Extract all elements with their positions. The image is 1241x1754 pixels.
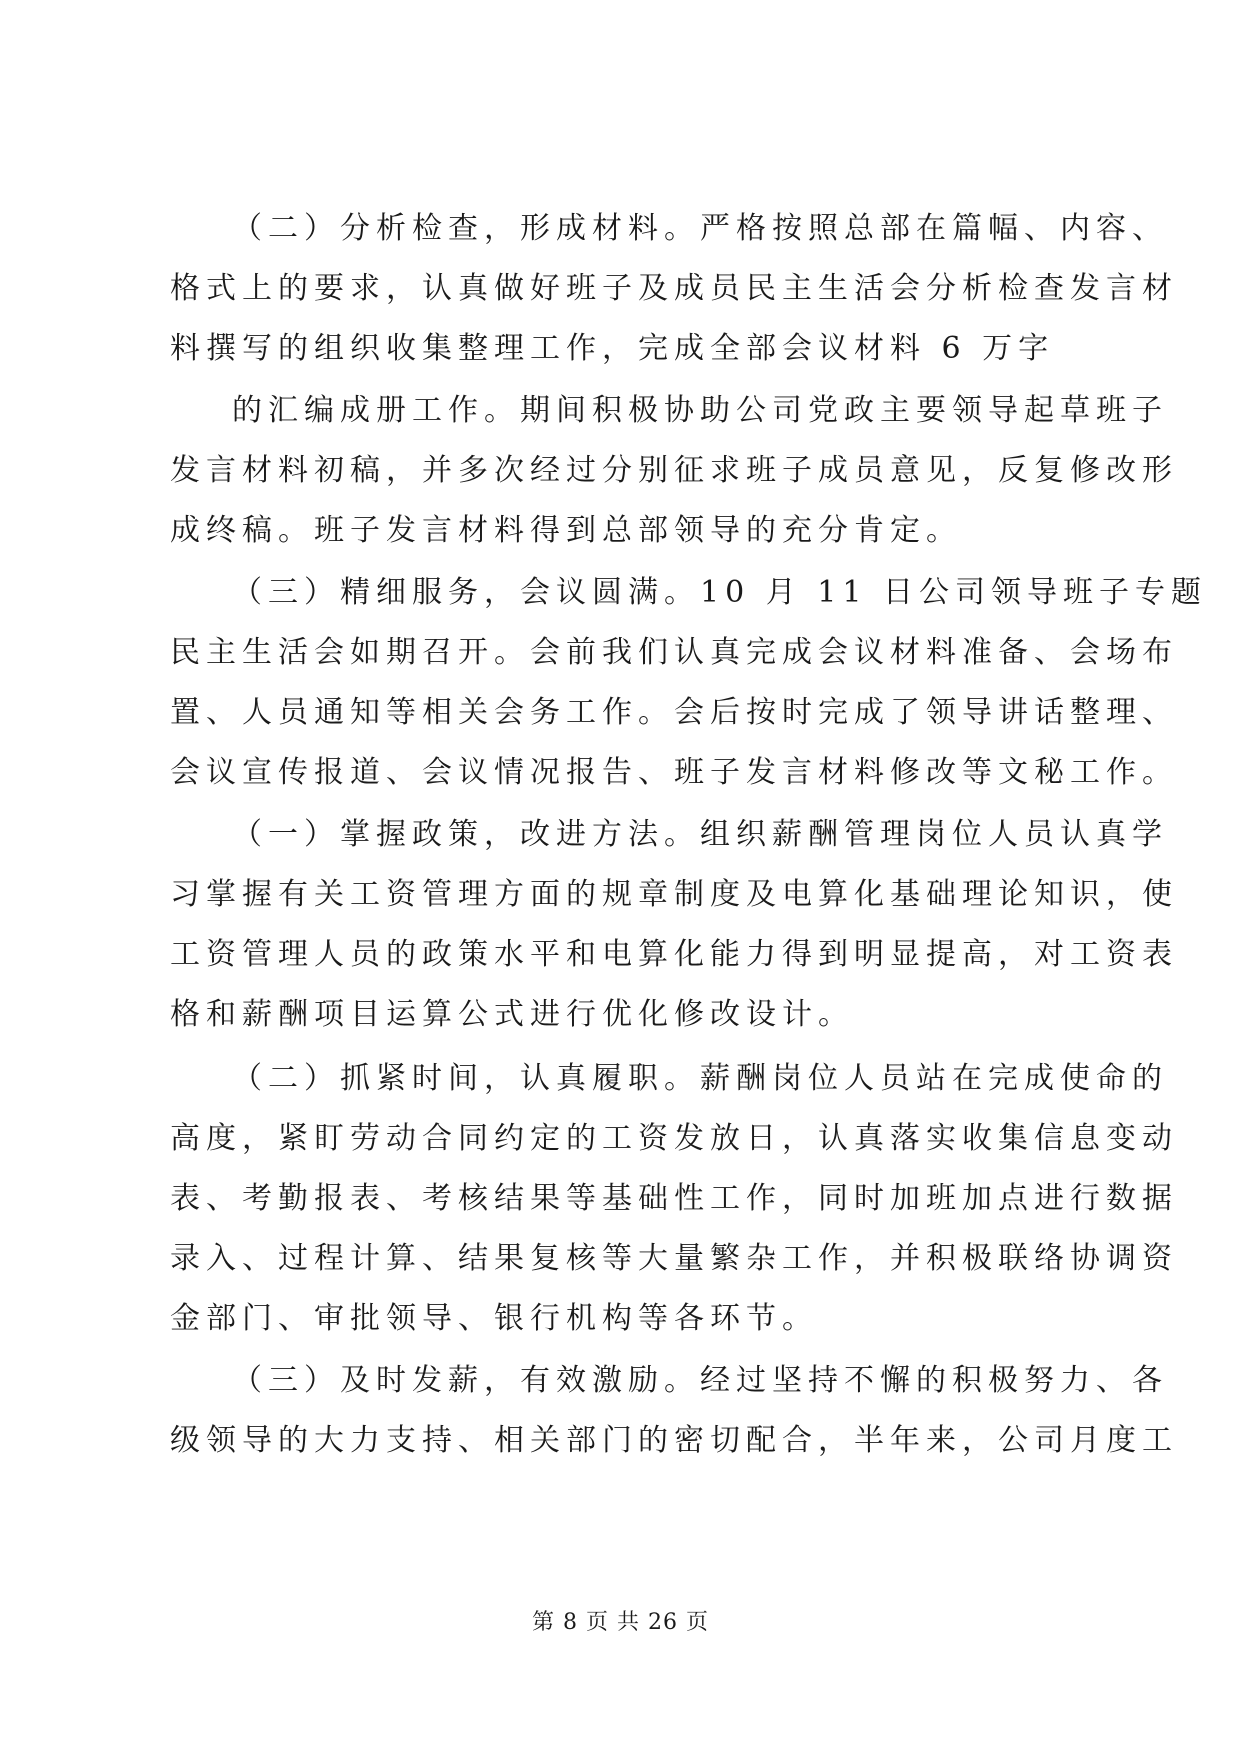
text-line: （三）精细服务，会议圆满。10 月 11 日公司领导班子专题 — [232, 575, 1207, 610]
text-line: （一）掌握政策，改进方法。组织薪酬管理岗位人员认真学 — [232, 817, 1168, 852]
text-line: 金部门、审批领导、银行机构等各环节。 — [170, 1301, 818, 1336]
page-number-footer: 第 8 页 共 26 页 — [532, 1610, 709, 1635]
text-line: 级领导的大力支持、相关部门的密切配合，半年来，公司月度工 — [170, 1423, 1178, 1458]
text-line: 民主生活会如期召开。会前我们认真完成会议材料准备、会场布 — [170, 635, 1178, 670]
text-line: 会议宣传报道、会议情况报告、班子发言材料修改等文秘工作。 — [170, 755, 1178, 790]
text-line: 习掌握有关工资管理方面的规章制度及电算化基础理论知识，使 — [170, 877, 1178, 912]
text-line: 料撰写的组织收集整理工作，完成全部会议材料 6 万字 — [170, 331, 1055, 366]
text-line: 发言材料初稿，并多次经过分别征求班子成员意见，反复修改形 — [170, 453, 1178, 488]
text-line: 工资管理人员的政策水平和电算化能力得到明显提高，对工资表 — [170, 937, 1178, 972]
text-line: 格和薪酬项目运算公式进行优化修改设计。 — [170, 997, 854, 1032]
text-line: （三）及时发薪，有效激励。经过坚持不懈的积极努力、各 — [232, 1363, 1168, 1398]
text-line: （二）分析检查，形成材料。严格按照总部在篇幅、内容、 — [232, 211, 1168, 246]
text-line: 表、考勤报表、考核结果等基础性工作，同时加班加点进行数据 — [170, 1181, 1178, 1216]
text-line: 置、人员通知等相关会务工作。会后按时完成了领导讲话整理、 — [170, 695, 1178, 730]
text-line: 高度，紧盯劳动合同约定的工资发放日，认真落实收集信息变动 — [170, 1121, 1178, 1156]
text-line: 录入、过程计算、结果复核等大量繁杂工作，并积极联络协调资 — [170, 1241, 1178, 1276]
text-line: 格式上的要求，认真做好班子及成员民主生活会分析检查发言材 — [170, 271, 1178, 306]
text-line: 的汇编成册工作。期间积极协助公司党政主要领导起草班子 — [232, 393, 1168, 428]
text-line: （二）抓紧时间，认真履职。薪酬岗位人员站在完成使命的 — [232, 1061, 1168, 1096]
text-line: 成终稿。班子发言材料得到总部领导的充分肯定。 — [170, 513, 962, 548]
